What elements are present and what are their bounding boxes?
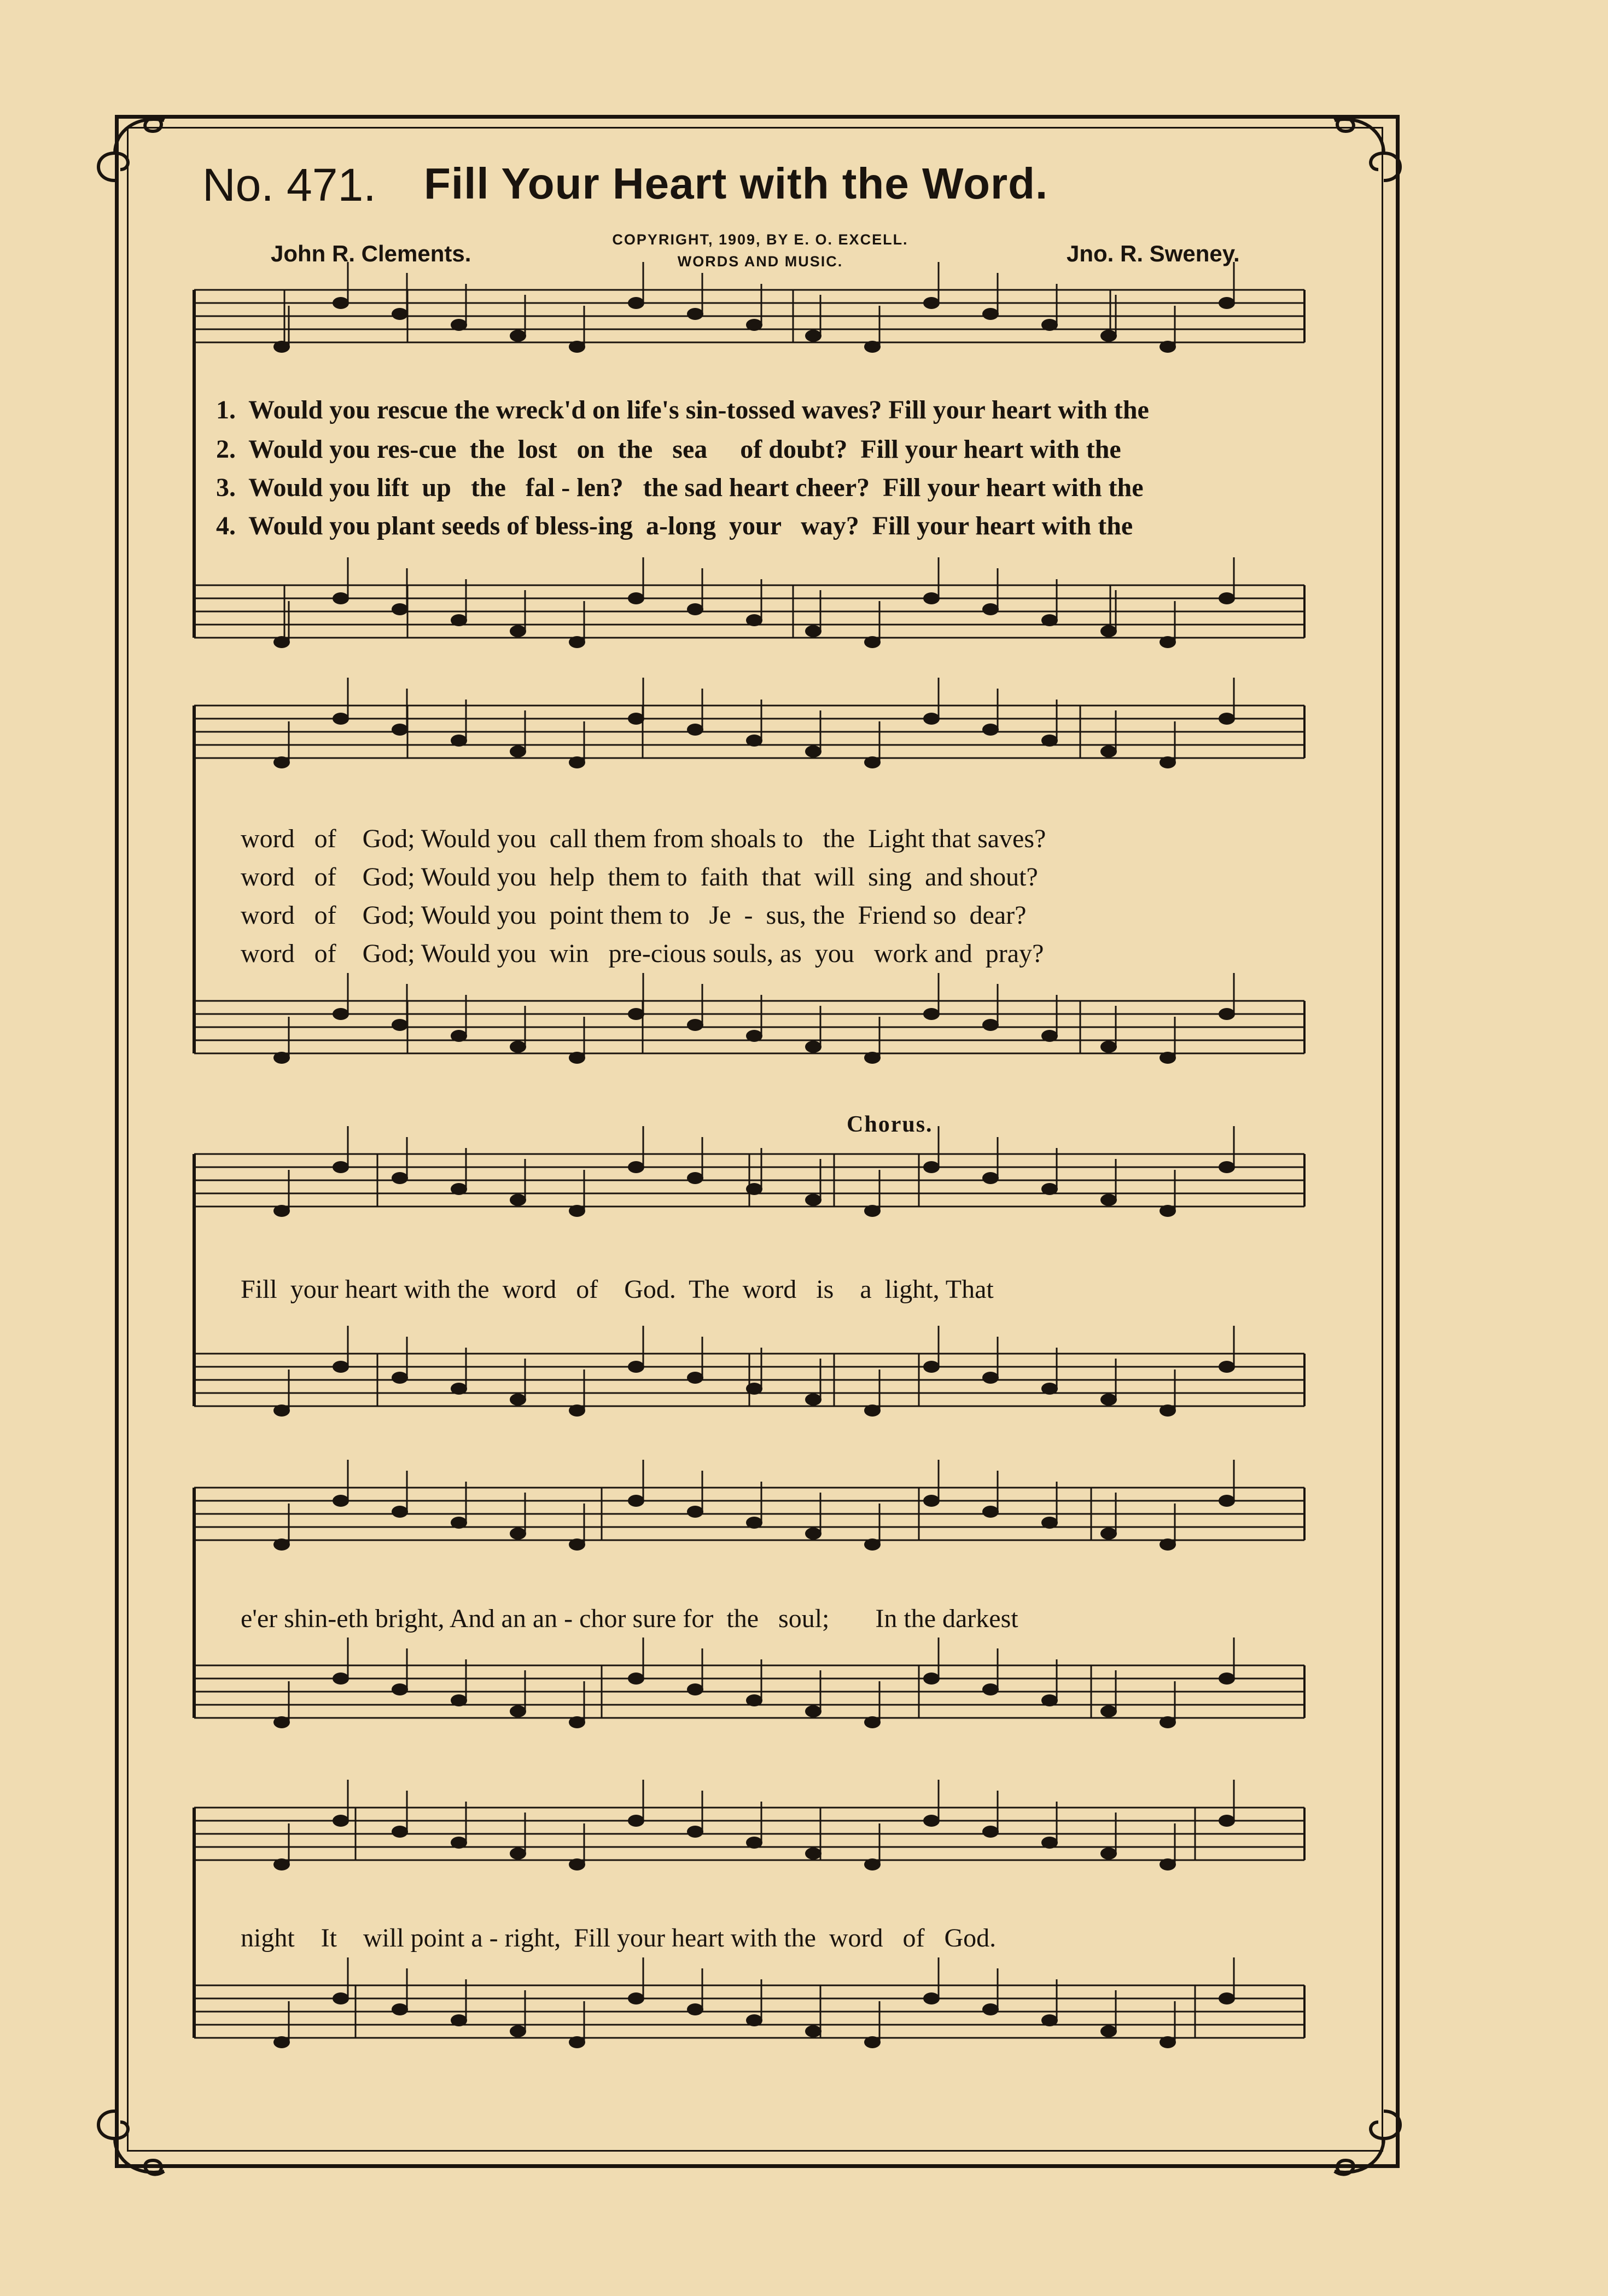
- note-head: [746, 735, 762, 747]
- note-head: [923, 1815, 940, 1827]
- note-head: [746, 1030, 762, 1042]
- note-head: [333, 1008, 349, 1020]
- note-head: [510, 625, 526, 637]
- note-head: [746, 319, 762, 331]
- note-head: [746, 2014, 762, 2026]
- note-head: [805, 1394, 822, 1406]
- note-head: [451, 1183, 467, 1195]
- note-head: [392, 1372, 408, 1384]
- note-head: [1041, 319, 1058, 331]
- note-head: [510, 1194, 526, 1206]
- note-head: [451, 1030, 467, 1042]
- note-head: [687, 1506, 703, 1518]
- note-head: [1160, 636, 1176, 648]
- note-head: [451, 2014, 467, 2026]
- note-head: [746, 1183, 762, 1195]
- note-head: [1041, 1517, 1058, 1529]
- note-head: [805, 1528, 822, 1540]
- note-head: [569, 1858, 585, 1870]
- note-head: [923, 1161, 940, 1173]
- note-head: [1160, 1716, 1176, 1728]
- note-head: [333, 1815, 349, 1827]
- chorus-line: night It will point a - right, Fill your heart with the word of God.: [241, 1924, 997, 1953]
- verse-line: word of God; Would you win pre-cious souls, as you work and pray?: [241, 939, 1044, 968]
- note-head: [628, 1008, 644, 1020]
- note-head: [1219, 1673, 1235, 1685]
- hymn-composer: Jno. R. Sweney.: [1067, 241, 1240, 266]
- note-head: [273, 341, 290, 353]
- note-head: [273, 1716, 290, 1728]
- note-head: [1219, 713, 1235, 725]
- note-head: [1160, 1205, 1176, 1217]
- note-head: [1041, 614, 1058, 626]
- note-head: [1041, 1030, 1058, 1042]
- note-head: [510, 1041, 526, 1053]
- note-head: [982, 603, 999, 615]
- note-head: [687, 308, 703, 320]
- note-head: [273, 1539, 290, 1551]
- note-head: [451, 735, 467, 747]
- hymn-number: No. 471.: [202, 159, 376, 211]
- note-head: [392, 308, 408, 320]
- note-head: [923, 297, 940, 309]
- note-head: [392, 603, 408, 615]
- note-head: [1219, 297, 1235, 309]
- note-head: [864, 1052, 881, 1064]
- note-head: [805, 1041, 822, 1053]
- verse-line: 1. Would you rescue the wreck'd on life's sin-tossed waves? Fill your heart with the: [216, 395, 1149, 424]
- note-head: [1100, 625, 1117, 637]
- chorus-line: Fill your heart with the word of God. The word is a light, That: [241, 1275, 994, 1304]
- note-head: [687, 1019, 703, 1031]
- note-head: [805, 1194, 822, 1206]
- note-head: [1160, 756, 1176, 768]
- note-head: [510, 2025, 526, 2037]
- chorus-label: Chorus.: [847, 1112, 933, 1137]
- note-head: [392, 1019, 408, 1031]
- note-head: [982, 1506, 999, 1518]
- note-head: [1041, 735, 1058, 747]
- note-head: [864, 2036, 881, 2048]
- note-head: [1100, 2025, 1117, 2037]
- note-head: [923, 592, 940, 604]
- note-head: [1219, 1992, 1235, 2004]
- note-head: [864, 1858, 881, 1870]
- note-head: [864, 636, 881, 648]
- note-head: [687, 724, 703, 736]
- note-head: [273, 1205, 290, 1217]
- note-head: [510, 1528, 526, 1540]
- note-head: [687, 1683, 703, 1695]
- hymn-title: Fill Your Heart with the Word.: [424, 159, 1048, 208]
- note-head: [333, 1161, 349, 1173]
- note-head: [273, 636, 290, 648]
- note-head: [1100, 1194, 1117, 1206]
- note-head: [1160, 1858, 1176, 1870]
- note-head: [1100, 1848, 1117, 1860]
- note-head: [569, 1405, 585, 1417]
- note-head: [451, 1517, 467, 1529]
- note-head: [864, 341, 881, 353]
- chorus-line: e'er shin-eth bright, And an an - chor sure for the soul; In the darkest: [241, 1604, 1018, 1633]
- hymn-author: John R. Clements.: [271, 241, 471, 266]
- note-head: [982, 1172, 999, 1184]
- note-head: [1160, 2036, 1176, 2048]
- note-head: [1219, 1161, 1235, 1173]
- note-head: [1160, 1539, 1176, 1551]
- note-head: [628, 1992, 644, 2004]
- note-head: [569, 1205, 585, 1217]
- note-head: [687, 1372, 703, 1384]
- note-head: [451, 1837, 467, 1849]
- note-head: [687, 1826, 703, 1838]
- note-head: [628, 1495, 644, 1507]
- note-head: [392, 724, 408, 736]
- note-head: [864, 1539, 881, 1551]
- note-head: [1100, 745, 1117, 757]
- note-head: [1160, 341, 1176, 353]
- note-head: [628, 713, 644, 725]
- note-head: [805, 330, 822, 342]
- note-head: [392, 2003, 408, 2015]
- note-head: [451, 1383, 467, 1395]
- note-head: [982, 2003, 999, 2015]
- verse-line: word of God; Would you help them to faith that will sing and shout?: [241, 863, 1038, 891]
- note-head: [569, 756, 585, 768]
- note-head: [628, 1815, 644, 1827]
- note-head: [864, 756, 881, 768]
- verse-line: 4. Would you plant seeds of bless-ing a-long your way? Fill your heart with the: [216, 511, 1133, 540]
- note-head: [628, 297, 644, 309]
- note-head: [805, 625, 822, 637]
- note-head: [1100, 1394, 1117, 1406]
- note-head: [1160, 1405, 1176, 1417]
- note-head: [923, 713, 940, 725]
- note-head: [1041, 1694, 1058, 1706]
- note-head: [1219, 1815, 1235, 1827]
- note-head: [333, 1495, 349, 1507]
- copyright-line: WORDS AND MUSIC.: [677, 253, 843, 270]
- note-head: [451, 614, 467, 626]
- note-head: [333, 1992, 349, 2004]
- note-head: [569, 1539, 585, 1551]
- note-head: [451, 319, 467, 331]
- note-head: [923, 1992, 940, 2004]
- verse-line: word of God; Would you point them to Je - sus, the Friend so dear?: [241, 901, 1027, 930]
- note-head: [510, 1848, 526, 1860]
- note-head: [510, 1705, 526, 1717]
- note-head: [392, 1826, 408, 1838]
- note-head: [864, 1205, 881, 1217]
- note-head: [1100, 330, 1117, 342]
- note-head: [923, 1361, 940, 1373]
- verse-line: 3. Would you lift up the fal - len? the sad heart cheer? Fill your heart with the: [216, 473, 1144, 502]
- note-head: [982, 1372, 999, 1384]
- note-head: [392, 1683, 408, 1695]
- note-head: [982, 724, 999, 736]
- note-head: [1219, 1361, 1235, 1373]
- note-head: [273, 2036, 290, 2048]
- note-head: [451, 1694, 467, 1706]
- note-head: [746, 1517, 762, 1529]
- note-head: [982, 1826, 999, 1838]
- note-head: [805, 1705, 822, 1717]
- verse-line: word of God; Would you call them from shoals to the Light that saves?: [241, 824, 1046, 853]
- note-head: [1041, 1383, 1058, 1395]
- note-head: [510, 745, 526, 757]
- note-head: [333, 713, 349, 725]
- note-head: [333, 297, 349, 309]
- note-head: [923, 1495, 940, 1507]
- note-head: [746, 1694, 762, 1706]
- note-head: [1160, 1052, 1176, 1064]
- note-head: [1219, 592, 1235, 604]
- note-head: [1100, 1705, 1117, 1717]
- note-head: [982, 1683, 999, 1695]
- note-head: [746, 1383, 762, 1395]
- note-head: [333, 592, 349, 604]
- note-head: [273, 1405, 290, 1417]
- note-head: [982, 308, 999, 320]
- note-head: [333, 1673, 349, 1685]
- note-head: [687, 2003, 703, 2015]
- note-head: [510, 330, 526, 342]
- note-head: [864, 1405, 881, 1417]
- note-head: [805, 745, 822, 757]
- note-head: [1219, 1495, 1235, 1507]
- note-head: [687, 1172, 703, 1184]
- note-head: [805, 1848, 822, 1860]
- note-head: [392, 1172, 408, 1184]
- note-head: [333, 1361, 349, 1373]
- note-head: [687, 603, 703, 615]
- note-head: [746, 614, 762, 626]
- note-head: [569, 341, 585, 353]
- note-head: [923, 1008, 940, 1020]
- note-head: [1219, 1008, 1235, 1020]
- note-head: [273, 1858, 290, 1870]
- note-head: [392, 1506, 408, 1518]
- note-head: [510, 1394, 526, 1406]
- note-head: [1041, 2014, 1058, 2026]
- copyright-line: COPYRIGHT, 1909, BY E. O. EXCELL.: [612, 231, 908, 248]
- note-head: [569, 2036, 585, 2048]
- note-head: [1041, 1837, 1058, 1849]
- note-head: [1100, 1041, 1117, 1053]
- note-head: [923, 1673, 940, 1685]
- note-head: [1041, 1183, 1058, 1195]
- verse-line: 2. Would you res-cue the lost on the sea of doubt? Fill your heart with the: [216, 435, 1121, 464]
- note-head: [805, 2025, 822, 2037]
- note-head: [628, 592, 644, 604]
- note-head: [628, 1161, 644, 1173]
- note-head: [273, 756, 290, 768]
- note-head: [569, 1052, 585, 1064]
- note-head: [569, 1716, 585, 1728]
- note-head: [864, 1716, 881, 1728]
- note-head: [628, 1673, 644, 1685]
- note-head: [273, 1052, 290, 1064]
- note-head: [628, 1361, 644, 1373]
- note-head: [746, 1837, 762, 1849]
- note-head: [1100, 1528, 1117, 1540]
- note-head: [982, 1019, 999, 1031]
- note-head: [569, 636, 585, 648]
